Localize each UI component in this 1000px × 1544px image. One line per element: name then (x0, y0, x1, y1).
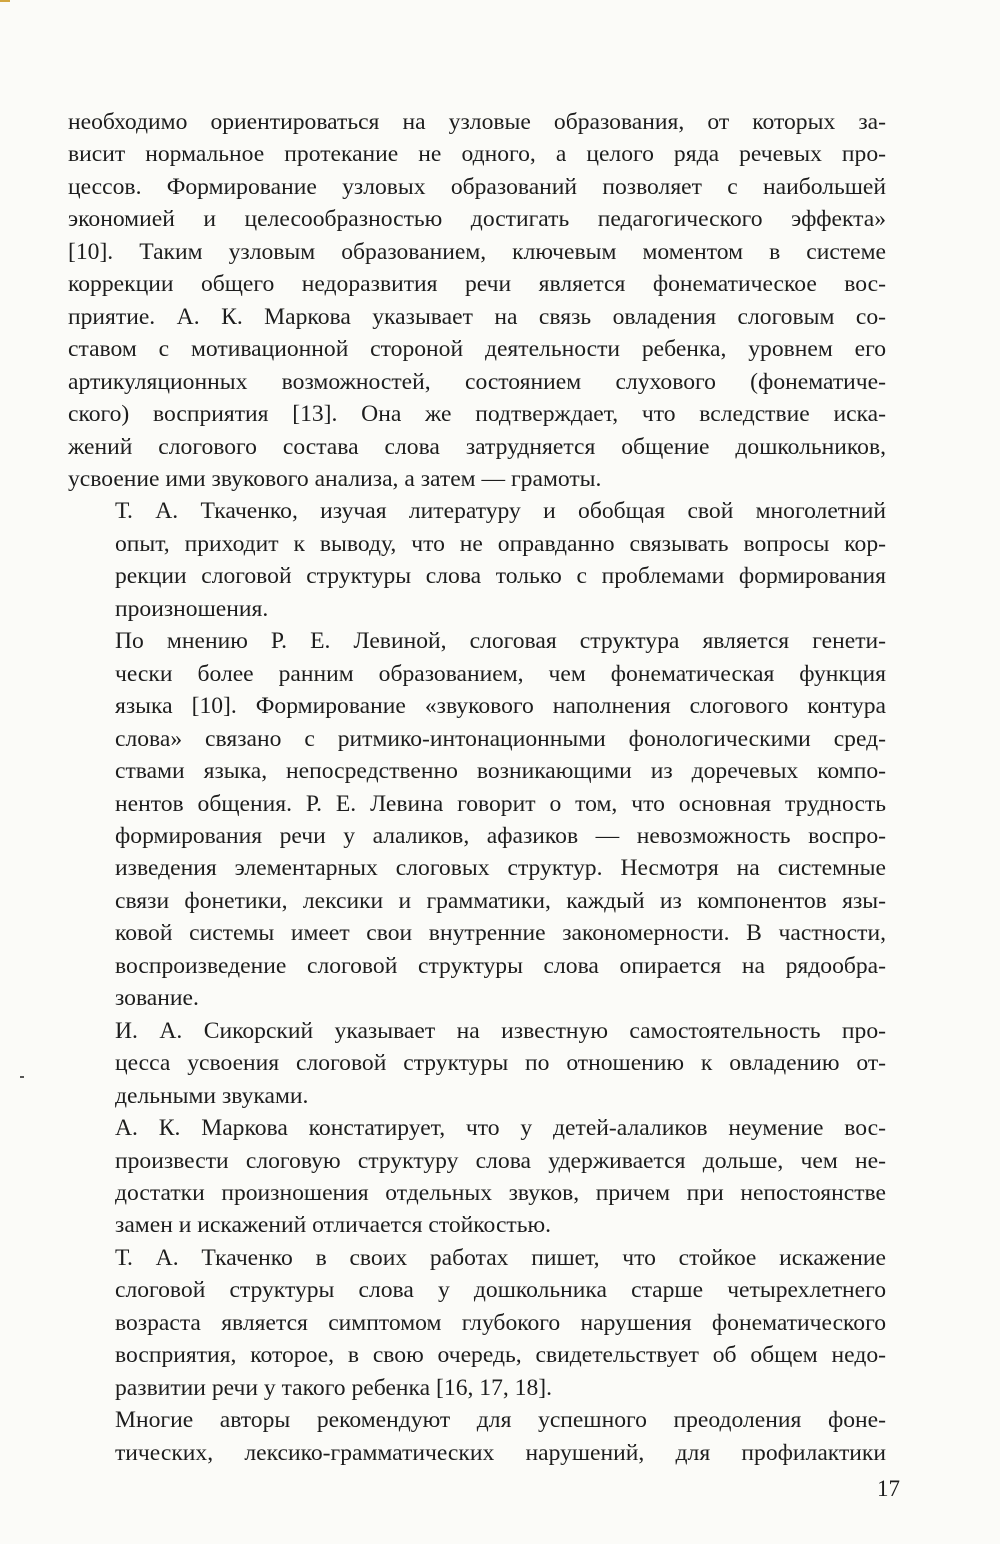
paragraph (68, 106, 886, 495)
text-line: дельными звуками. (115, 1082, 309, 1109)
text-line: ского) восприятия [13]. Она же подтверждает, что вследствие иска- (68, 401, 886, 428)
text-line: приятие. А. К. Маркова указывает на связь овладения слоговым со- (68, 303, 886, 330)
text-line: жений слогового состава слова затрудняется общение дошкольников, (68, 433, 886, 460)
text-line: воспроизведение слоговой структуры слова опирается на рядообра- (115, 952, 886, 979)
text-line: коррекции общего недоразвития речи является фонематическое вос- (68, 271, 886, 298)
text-line: развитии речи у такого ребенка [16, 17, 18]. (115, 1374, 553, 1401)
text-line: восприятия, которое, в свою очередь, свидетельствует об общем недо- (115, 1342, 886, 1369)
text-line: висит нормальное протекание не одного, а целого ряда речевых про- (68, 141, 886, 168)
text-line: слова» связано с ритмико-интонационными фонологическими сред- (115, 725, 886, 752)
paragraph (68, 1242, 886, 1404)
text-line: рекции слоговой структуры слова только с проблемами формирования (115, 563, 886, 590)
text-line: цессов. Формирование узловых образований позволяет с наибольшей (68, 173, 886, 200)
text-line: артикуляционных возможностей, состоянием слухового (фонематиче- (68, 368, 886, 395)
margin-mark (20, 1076, 24, 1078)
text-line: ствами языка, непосредственно возникающими из доречевых компо- (115, 758, 886, 785)
text-line: Многие авторы рекомендуют для успешного преодоления фоне- (115, 1407, 886, 1434)
text-line: По мнению Р. Е. Левиной, слоговая структура является генети- (115, 628, 886, 655)
text-line: Т. А. Ткаченко, изучая литературу и обобщая свой многолетний (115, 498, 886, 525)
text-line: опыт, приходит к выводу, что не оправданно связывать вопросы кор- (115, 530, 886, 557)
text-line: А. К. Маркова констатирует, что у детей-алаликов неумение вос- (115, 1115, 886, 1142)
text-line: достатки произношения отдельных звуков, причем при непостоянстве (115, 1179, 886, 1206)
text-line: замен и искажений отличается стойкостью. (115, 1212, 552, 1239)
text-line: экономией и целесообразностью достигать педагогического эффекта» (68, 206, 886, 233)
text-line: [10]. Таким узловым образованием, ключевым моментом в системе (68, 238, 886, 265)
text-line: И. А. Сикорский указывает на известную самостоятельность про- (115, 1017, 886, 1044)
text-line: произношения. (115, 595, 269, 622)
paragraph (68, 1015, 886, 1112)
paragraph (68, 495, 886, 625)
text-line: тических, лексико-грамматических нарушений, для профилактики (115, 1439, 886, 1466)
text-line: чески более ранним образованием, чем фонематическая функция (115, 660, 886, 687)
paragraph (68, 1404, 886, 1469)
text-line: слоговой структуры слова у дошкольника старше четырехлетнего (115, 1277, 886, 1304)
text-line: связи фонетики, лексики и грамматики, каждый из компонентов язы- (115, 887, 886, 914)
text-line: произвести слоговую структуру слова удерживается дольше, чем не- (115, 1147, 886, 1174)
text-line: зование. (115, 985, 199, 1012)
text-line: Т. А. Ткаченко в своих работах пишет, что стойкое искажение (115, 1244, 886, 1271)
text-line: необходимо ориентироваться на узловые образования, от которых за- (68, 109, 886, 135)
text-line: цесса усвоения слоговой структуры по отношению к овладению от- (115, 1050, 886, 1077)
paragraph (68, 625, 886, 1014)
body-text (68, 106, 886, 1469)
text-line: ставом с мотивационной стороной деятельности ребенка, уровнем его (68, 336, 886, 363)
text-line: усвоение ими звукового анализа, а затем — грамоты. (68, 465, 602, 492)
scan-corner-mark (0, 0, 10, 2)
text-line: языка [10]. Формирование «звукового наполнения слогового контура (115, 693, 886, 720)
text-line: нентов общения. Р. Е. Левина говорит о том, что основная трудность (115, 790, 886, 817)
text-line: изведения элементарных слоговых структур. Несмотря на системные (115, 855, 886, 882)
paragraph (68, 1112, 886, 1242)
text-line: формирования речи у алаликов, афазиков — невозможность воспро- (115, 822, 886, 849)
text-line: возраста является симптомом глубокого нарушения фонематического (115, 1309, 886, 1336)
text-line: ковой системы имеет свои внутренние закономерности. В частности, (115, 920, 886, 947)
page-number: 17 (877, 1476, 900, 1501)
